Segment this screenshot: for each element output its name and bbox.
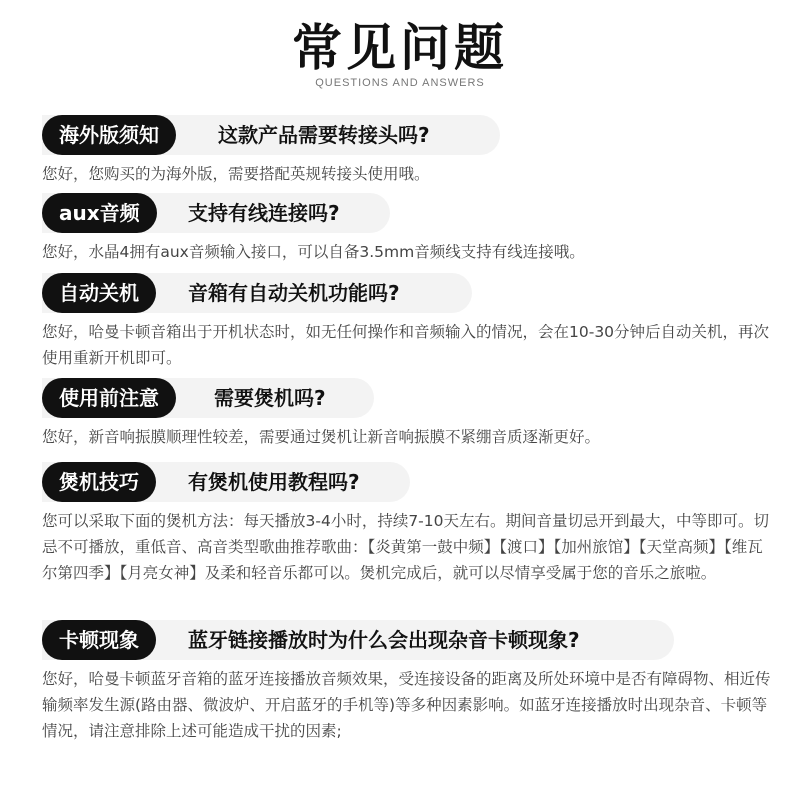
faq-question: 这款产品需要转接头吗? [218, 123, 430, 147]
faq-question-row [42, 115, 772, 155]
faq-tag: 卡顿现象 [42, 620, 156, 660]
faq-item-before-use [42, 378, 772, 450]
faq-question: 有煲机使用教程吗? [188, 470, 360, 494]
page-title: 常见问题 [292, 19, 508, 77]
faq-answer: 您好，哈曼卡顿音箱出于开机状态时，如无任何操作和音频输入的情况，会在10-30分钟后自动关机，再次使用重新开机即可。 [42, 323, 770, 367]
page-subtitle: QUESTIONS AND ANSWERS [315, 77, 485, 89]
faq-item-auto-off [42, 273, 772, 371]
faq-item-stutter [42, 620, 772, 744]
faq-tag: 自动关机 [42, 273, 156, 313]
faq-question-row [42, 193, 772, 233]
faq-answer: 您好，哈曼卡顿蓝牙音箱的蓝牙连接播放音频效果，受连接设备的距离及所处环境中是否有障碍物、相近传输频率发生源(路由器、微波炉、开启蓝牙的手机等)等多种因素影响。如蓝牙连接播放时出现杂音、卡顿等情况，请注意排除上述可能造成干扰的因素; [42, 670, 771, 740]
faq-item-overseas [42, 115, 772, 187]
faq-tag: aux音频 [42, 193, 157, 233]
faq-answer: 您可以采取下面的煲机方法：每天播放3-4小时，持续7-10天左右。期间音量切忌开到最大，中等即可。切忌不可播放，重低音、高音类型歌曲推荐歌曲：【炎黄第一鼓中频】【渡口】【加州旅馆】【天堂高频】【维瓦尔第四季】【月亮女神】及柔和轻音乐都可以。煲机完成后，就可以尽情享受属于您的音乐之旅啦。 [42, 512, 769, 582]
faq-tag: 海外版须知 [42, 115, 176, 155]
faq-question: 音箱有自动关机功能吗? [188, 281, 400, 305]
faq-item-aux [42, 193, 772, 265]
faq-question-row [42, 620, 772, 660]
faq-question: 支持有线连接吗? [188, 201, 340, 225]
faq-tag: 煲机技巧 [42, 462, 156, 502]
faq-answer: 您好，新音响振膜顺理性较差，需要通过煲机让新音响振膜不紧绷音质逐渐更好。 [42, 428, 601, 446]
faq-item-burn-in [42, 462, 772, 586]
faq-question: 需要煲机吗? [214, 386, 326, 410]
faq-answer: 您好，水晶4拥有aux音频输入接口，可以自备3.5mm音频线支持有线连接哦。 [42, 243, 585, 261]
faq-question-row [42, 273, 772, 313]
faq-question-row [42, 462, 772, 502]
faq-question-row [42, 378, 772, 418]
faq-tag: 使用前注意 [42, 378, 176, 418]
faq-answer: 您好，您购买的为海外版，需要搭配英规转接头使用哦。 [42, 165, 430, 183]
faq-question: 蓝牙链接播放时为什么会出现杂音卡顿现象? [188, 628, 580, 652]
